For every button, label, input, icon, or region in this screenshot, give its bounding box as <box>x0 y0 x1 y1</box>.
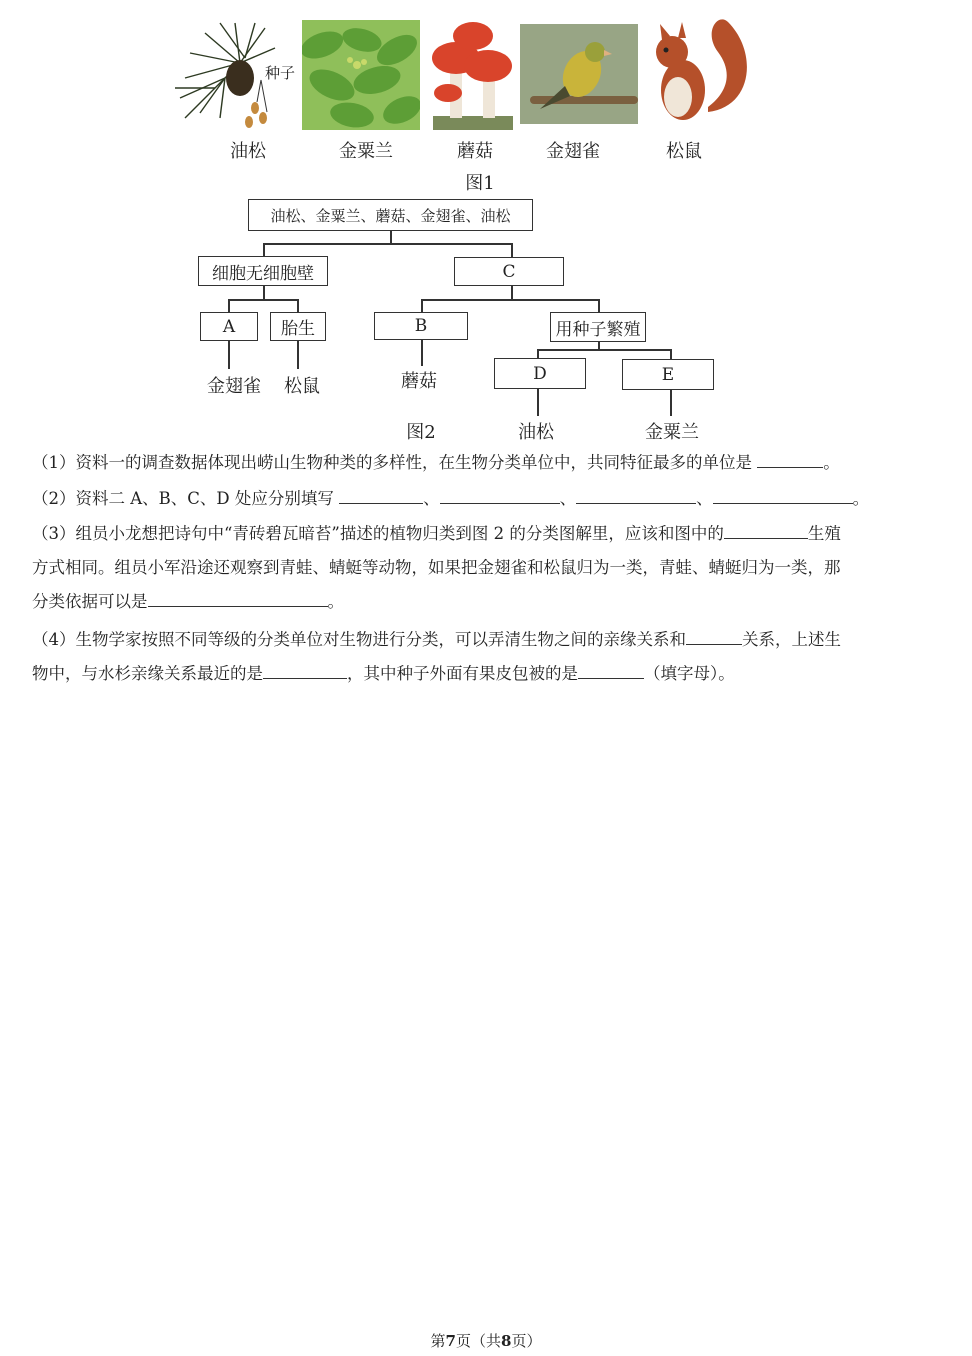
no-cell-wall-box: 细胞无细胞壁 <box>198 256 328 286</box>
root-box: 油松、金粟兰、蘑菇、金翅雀、油松 <box>248 199 533 231</box>
answer-blank-3b[interactable] <box>148 588 328 607</box>
bird-image <box>520 24 638 124</box>
seed-label: 种子 <box>265 64 296 82</box>
label-bird: 金翅雀 <box>546 141 600 162</box>
answer-blank-2b[interactable] <box>440 485 560 504</box>
leaf-mushroom: 蘑菇 <box>401 371 437 392</box>
box-a: A <box>200 312 258 341</box>
label-mushroom: 蘑菇 <box>457 141 493 162</box>
viviparous-box: 胎生 <box>270 312 326 341</box>
answer-blank-4c[interactable] <box>578 660 644 679</box>
box-e: E <box>622 359 714 390</box>
figure-1-caption: 图1 <box>465 173 495 194</box>
leaf-bird: 金翅雀 <box>207 376 261 397</box>
box-d: D <box>494 358 586 389</box>
answer-blank-2a[interactable] <box>339 485 423 504</box>
page-footer: 第7页（共8页） <box>430 1332 542 1350</box>
leaf-pine: 油松 <box>518 422 554 443</box>
answer-blank-4b[interactable] <box>263 660 347 679</box>
squirrel-image <box>648 12 753 130</box>
question-4: （4）生物学家按照不同等级的分类单位对生物进行分类，可以弄清生物之间的亲缘关系和 关系，上述生 物中，与水杉亲缘关系最近的是 ，其中种子外面有果皮包被的是 （填字母）。 <box>32 623 950 691</box>
answer-blank-2d[interactable] <box>713 485 853 504</box>
question-1: （1）资料一的调查数据体现出崂山生物种类的多样性，在生物分类单位中，共同特征最多的单位是 。 <box>32 446 950 480</box>
answer-blank-2c[interactable] <box>576 485 696 504</box>
figure-2-caption: 图2 <box>406 422 436 443</box>
label-chloranthus: 金粟兰 <box>339 141 393 162</box>
seed-reproduction-box: 用种子繁殖 <box>550 312 646 342</box>
leafy-plant-image <box>302 20 420 130</box>
question-2: （2）资料二 A、B、C、D 处应分别填写 、 、 、 。 <box>32 482 950 516</box>
page-number: 7 <box>445 1332 456 1350</box>
answer-blank-4a[interactable] <box>686 626 742 645</box>
leaf-chloranthus: 金粟兰 <box>645 422 699 443</box>
total-pages: 8 <box>501 1332 512 1350</box>
leaf-squirrel: 松鼠 <box>284 376 320 397</box>
label-squirrel: 松鼠 <box>666 141 702 162</box>
box-b: B <box>374 312 468 340</box>
answer-blank-1[interactable] <box>757 449 823 468</box>
question-3: （3）组员小龙想把诗句中“青砖碧瓦暗苔”描述的植物归类到图 2 的分类图解里，应该和图中的 生殖 方式相同。组员小军沿途还观察到青蛙、蜻蜓等动物，如果把金翅雀和松鼠归为一类，青蛙、蜻蜓归为一类，那 分类依据可以是 。 <box>32 517 950 619</box>
label-pine: 油松 <box>230 141 266 162</box>
answer-blank-3a[interactable] <box>724 520 808 539</box>
box-c: C <box>454 257 564 286</box>
mushroom-image <box>428 18 518 133</box>
